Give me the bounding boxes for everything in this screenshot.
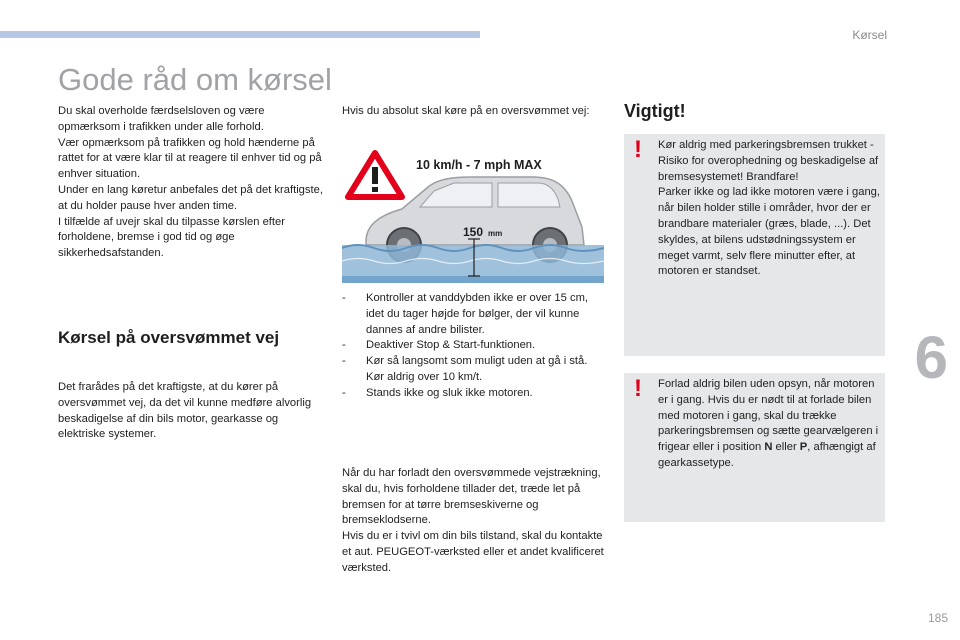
warning-box-text xyxy=(658,138,880,280)
warning-text-part: Forlad aldrig bilen uden opsyn, når motoren er i gang. Hvis du er nødt til at forlade bilen med motoren i gang, skal du trække parkeringsbremsen og sætte gearvælgeren i frigear eller i position xyxy=(658,378,879,454)
after-flood-text xyxy=(342,466,607,577)
depth-unit: mm xyxy=(488,229,503,238)
flooded-road-warning xyxy=(58,380,323,443)
section-header: Kørsel xyxy=(852,28,887,42)
intro-paragraph: Du skal overholde færdselsloven og være opmærksom i trafikken under alle forhold. xyxy=(58,105,265,133)
chapter-number: 6 xyxy=(914,324,948,391)
list-item-text: Kontroller at vanddybden ikke er over 15 cm, idet du tager højde for bølger, der vil kunne dannes af andre bilister. xyxy=(366,292,589,336)
intro-paragraph: I tilfælde af uvejr skal du tilpasse kørslen efter forholdene, bremse i god tid og øge sikkerhedsafstanden. xyxy=(58,215,285,260)
list-item xyxy=(342,386,607,402)
exclamation-icon: ! xyxy=(634,136,642,163)
page-title: Gode råd om kørsel xyxy=(58,62,332,97)
important-heading: Vigtigt! xyxy=(624,101,686,121)
speed-limit-label: 10 km/h - 7 mph MAX xyxy=(416,158,542,172)
warning-paragraph: Parker ikke og lad ikke motoren være i gang, når bilen holder stille i områder, hvor der er brandbare materialer (græs, blade, ...). Det skyldes, at bilens udstødningssystem er meget varmt, selv flere minutter efter, at motoren er standset. xyxy=(658,186,880,278)
bullet-marker: - xyxy=(342,386,346,399)
warning-box-unattended xyxy=(624,373,885,522)
depth-value: 150 xyxy=(463,225,484,239)
list-item xyxy=(342,338,607,354)
list-item xyxy=(342,354,607,386)
list-item xyxy=(342,291,607,338)
after-flood-paragraph: Når du har forladt den oversvømmede vejstrækning, skal du, hvis forholdene tillader det, træde let på bremsen for at tørre bremseskiverne og bremseklodserne. xyxy=(342,467,601,527)
list-item-text: Deaktiver Stop & Start-funktionen. xyxy=(366,339,536,352)
intro-paragraph: Vær opmærksom på trafikken og hold hænderne på rattet for at være klar til at reagere til enhver tid og på enhver situation. xyxy=(58,136,322,181)
after-flood-paragraph: Hvis du er i tvivl om din bils tilstand, skal du kontakte et aut. PEUGEOT-værksted eller et andet kvalificeret værksted. xyxy=(342,530,604,574)
page-number: 185 xyxy=(927,611,948,625)
warning-paragraph xyxy=(658,377,880,472)
warning-text-part: , afhængigt af gearkassetype. xyxy=(658,441,876,469)
list-item-text: Stands ikke og sluk ikke motoren. xyxy=(366,386,533,399)
bullet-marker: - xyxy=(342,355,346,368)
flooded-road-illustration xyxy=(342,145,604,285)
bullet-marker: - xyxy=(342,292,346,304)
header-accent-bar xyxy=(0,31,480,38)
lead-in-text: Hvis du absolut skal køre på en oversvømmet vej: xyxy=(342,105,590,117)
warning-box-parking-brake xyxy=(624,134,885,356)
flooded-road-heading: Kørsel på oversvømmet vej xyxy=(58,328,280,347)
gear-position-p: P xyxy=(799,441,808,454)
intro-text xyxy=(58,104,323,262)
flooded-road-lead-in xyxy=(342,104,607,120)
exclamation-icon: ! xyxy=(634,375,642,402)
bullet-marker: - xyxy=(342,339,346,352)
intro-paragraph: Under en lang køretur anbefales det på det kraftigste, at du holder pause hver anden time. xyxy=(58,183,323,212)
list-item-text: Kør så langsomt som muligt uden at gå i stå. Kør aldrig over 10 km/t. xyxy=(366,355,588,383)
warning-text-part: eller xyxy=(775,441,797,454)
warning-box-text xyxy=(658,377,880,472)
gear-position-n: N xyxy=(764,441,773,454)
flooded-road-warning-text: Det frarådes på det kraftigste, at du kører på oversvømmet vej, da det vil kunne medføre alvorlig beskadigelse af din bils motor, gearkasse og elektriske systemer. xyxy=(58,381,312,441)
flooded-road-steps xyxy=(342,291,607,402)
warning-paragraph: Kør aldrig med parkeringsbremsen trukket - Risiko for overophedning og beskadigelse af bremsesystemet! Brandfare! xyxy=(658,139,879,183)
